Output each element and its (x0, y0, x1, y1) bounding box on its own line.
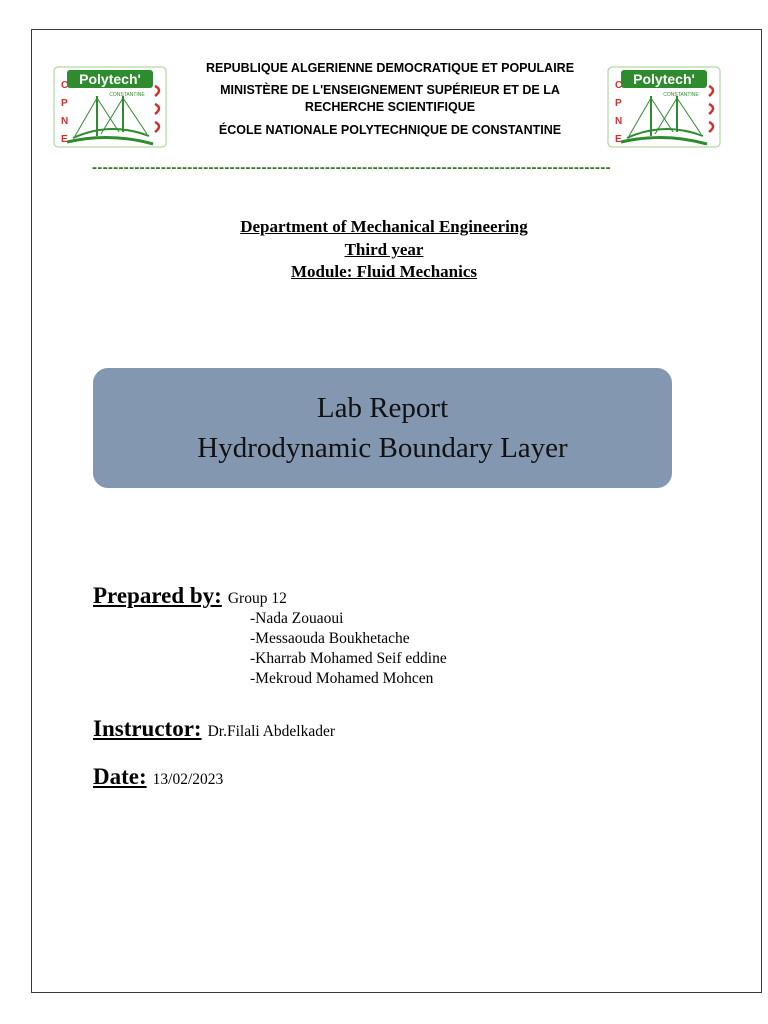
svg-text:E: E (615, 134, 622, 145)
school-line: ÉCOLE NATIONALE POLYTECHNIQUE DE CONSTANTINE (218, 123, 562, 137)
polytech-logo-left (53, 66, 167, 148)
logo-subtext: CONSTANTINE (663, 92, 699, 98)
svg-text:C: C (61, 80, 69, 91)
logo-text: Polytech' (633, 71, 695, 87)
list-item: -Kharrab Mohamed Seif eddine (250, 650, 447, 667)
list-item: -Nada Zouaoui (250, 610, 344, 627)
republic-line: REPUBLIQUE ALGERIENNE DEMOCRATIQUE ET POPULAIRE (205, 61, 575, 75)
prepared-by-label: Prepared by: (93, 583, 222, 608)
logo-subtext: CONSTANTINE (109, 92, 145, 98)
instructor-field (93, 716, 335, 742)
academic-year: Third year (344, 239, 424, 259)
list-item: -Mekroud Mohamed Mohcen (250, 670, 434, 687)
polytech-logo-right (607, 66, 721, 148)
institution-header (180, 60, 600, 139)
report-title-line2: Hydrodynamic Boundary Layer (197, 432, 568, 464)
module-name: Module: Fluid Mechanics (290, 262, 478, 281)
date-label: Date: (93, 764, 147, 789)
ministry-line: MINISTÈRE DE L'ENSEIGNEMENT SUPÉRIEUR ET DE LA RECHERCHE SCIENTIFIQUE (220, 83, 560, 114)
member-list (250, 609, 447, 689)
svg-text:C: C (615, 80, 623, 91)
logo-text: Polytech' (79, 71, 141, 87)
list-item: -Messaouda Boukhetache (250, 630, 410, 647)
instructor-name: Dr.Filali Abdelkader (207, 723, 336, 740)
department-name: Department of Mechanical Engineering (240, 217, 528, 236)
svg-text:N: N (61, 116, 69, 127)
group-name: Group 12 (227, 590, 287, 607)
report-title-box (93, 368, 672, 488)
svg-text:N: N (615, 116, 623, 127)
header-dashed-rule: -------------------------------------------------------------------------------------------------- (92, 159, 611, 176)
instructor-label: Instructor: (93, 716, 202, 741)
svg-text:P: P (61, 98, 68, 109)
svg-text:E: E (61, 134, 68, 145)
department-block (0, 216, 768, 284)
date-field (93, 764, 223, 790)
svg-text:P: P (615, 98, 622, 109)
report-title-line1: Lab Report (316, 392, 449, 424)
date-value: 13/02/2023 (152, 771, 224, 788)
prepared-by-field (93, 583, 287, 609)
